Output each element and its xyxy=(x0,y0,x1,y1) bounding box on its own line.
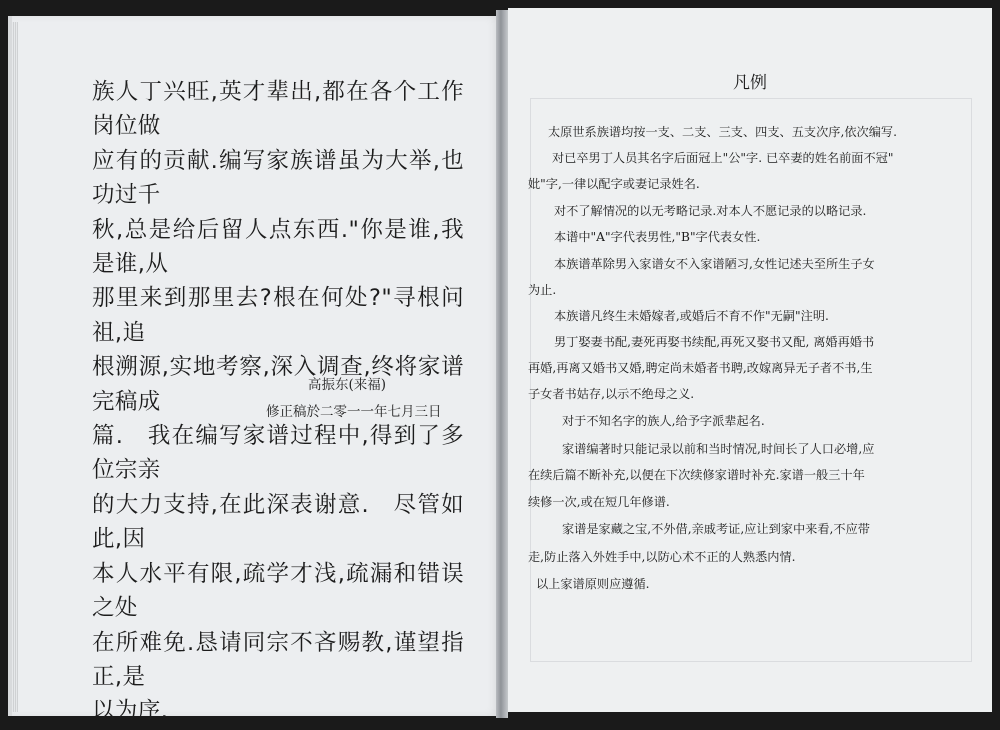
page-edges xyxy=(12,22,18,712)
rule-line: 妣"字,一律以配字或妻记录姓名. xyxy=(528,177,700,191)
author-signature: 高振东(来福) xyxy=(308,377,387,393)
rule-line: 在续后篇不断补充,以便在下次续修家谱时补充.家谱一般三十年 xyxy=(528,468,865,482)
rule-line: 对不了解情况的以无考略记录.对本人不愿记录的以略记录. xyxy=(554,204,867,218)
rule-line: 为止. xyxy=(528,283,557,297)
preface-line: 秋,总是给后留人点东西."你是谁,我是谁,从 xyxy=(92,216,464,278)
rule-line: 对已卒男丁人员其名字后面冠上"公"字. 已卒妻的姓名前面不冠" xyxy=(552,151,894,165)
preface-line: 族人丁兴旺,英才辈出,都在各个工作岗位做 xyxy=(92,79,464,140)
rule-line: 再婚,再离又婚书又婚,聘定尚未婚者书聘,改嫁离异无子者不书,生 xyxy=(528,361,873,375)
rule-line: 对于不知名字的族人,给予字派辈起名. xyxy=(562,414,765,428)
preface-line: 篇. 我在编写家谱过程中,得到了多位宗亲 xyxy=(92,423,464,484)
preface-line: 那里来到那里去?根在何处?"寻根问祖,追 xyxy=(92,285,464,346)
preface-line: 本人水平有限,疏学才浅,疏漏和错误之处 xyxy=(92,560,464,622)
page-title: 凡例 xyxy=(733,73,767,93)
rule-line: 本族谱凡终生未婚嫁者,或婚后不育不作"无嗣"注明. xyxy=(554,309,829,323)
preface-line: 在所难免.恳请同宗不吝赐教,谨望指正,是 xyxy=(92,629,464,690)
rule-line: 子女者书姑存,以示不绝母之义. xyxy=(528,387,695,401)
rule-line: 以上家谱原则应遵循. xyxy=(536,577,650,591)
rule-line: 本族谱革除男入家谱女不入家谱陋习,女性记述夫至所生子女 xyxy=(554,257,875,271)
rule-line: 太原世系族谱均按一支、二支、三支、四支、五支次序,依次编写. xyxy=(548,125,897,139)
preface-line: 应有的贡献.编写家族谱虽为大举,也功过千 xyxy=(92,147,464,209)
rule-line: 续修一次,或在短几年修谱. xyxy=(528,495,670,509)
rule-line: 本谱中"A"字代表男性,"B"字代表女性. xyxy=(554,230,761,244)
preface-line: 根溯源,实地考察,深入调查,终将家谱完稿成 xyxy=(92,354,464,415)
revision-date: 修正稿於二零一一年七月三日 xyxy=(266,404,442,420)
rule-line: 走,防止落入外姓手中,以防心术不正的人熟悉内情. xyxy=(528,550,796,564)
preface-line: 以为序. xyxy=(92,698,169,725)
preface-line: 的大力支持,在此深表谢意. 尽管如此,因 xyxy=(92,491,464,553)
rule-line: 家谱编著时只能记录以前和当时情况,时间长了人口必增,应 xyxy=(562,442,875,456)
rule-line: 男丁娶妻书配,妻死再娶书续配,再死又娶书又配, 离婚再婚书 xyxy=(554,335,875,349)
book-gutter xyxy=(496,10,508,718)
rule-line: 家谱是家藏之宝,不外借,亲戚考证,应让到家中来看,不应带 xyxy=(562,522,870,536)
